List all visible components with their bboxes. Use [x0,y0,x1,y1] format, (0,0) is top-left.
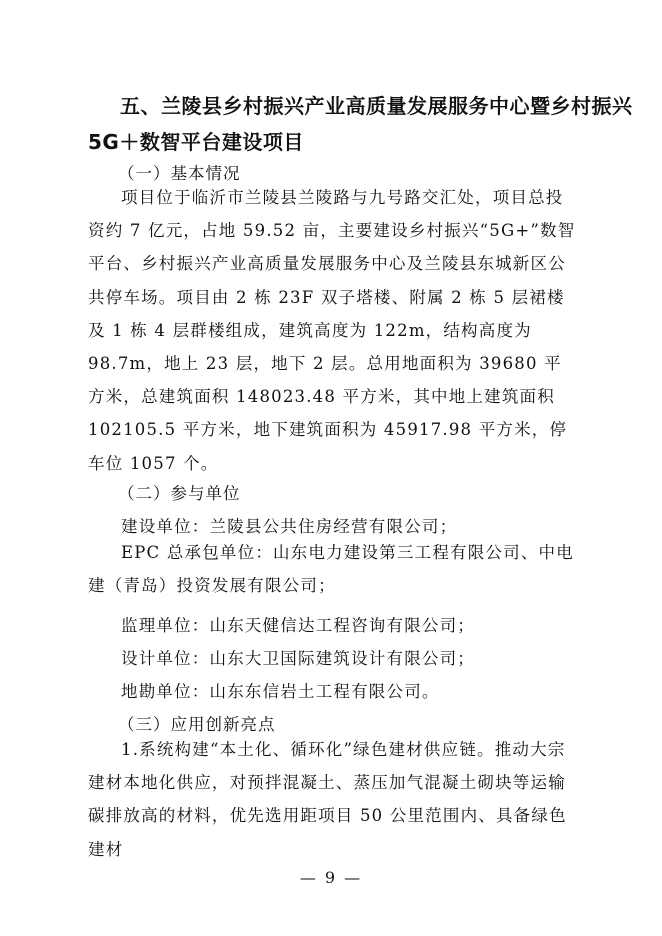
section-heading-basic-info: （一）基本情况 [118,164,241,183]
unit-supervision: 监理单位：山东天健信达工程咨询有限公司； [121,616,475,635]
section-heading-participants: （二）参与单位 [118,484,241,503]
basic-info-paragraph: 项目位于临沂市兰陵县兰陵路与九号路交汇处，项目总投资约 7 亿元，占地 59.52 亩，主要建设乡村振兴“5G+”数智平台、乡村振兴产业高质量发展服务中心及兰陵县东城新区公共停车场。项目由 2 栋 23F 双子塔楼、附属 2 栋 5 层裙楼及 1 栋 4 层群楼组成，建筑高度为 122m，结构高度为 98.7m，地上 23 层，地下 2 层。总用地面积为 39680 平方米，总建筑面积 148023.48 平方米，其中地上建筑面积 102105.5 平方米，地下建筑面积为 45917.98 平方米，停车位 1057 个。 [88,188,576,473]
page-number: — 9 — [299,868,363,887]
unit-survey: 地勘单位：山东东信岩土工程有限公司。 [121,682,440,701]
project-title-line-1: 五、兰陵县乡村振兴产业高质量发展服务中心暨乡村振兴 [120,94,633,118]
unit-epc-contractor: EPC 总承包单位：山东电力建设第三工程有限公司、中电建（青岛）投资发展有限公司； [88,543,574,596]
unit-design: 设计单位：山东大卫国际建筑设计有限公司； [121,649,475,668]
innovation-paragraph: 1.系统构建“本土化、循环化”绿色建材供应链。推动大宗建材本地化供应，对预拌混凝土、蒸压加气混凝土砌块等运输碳排放高的材料，优先选用距项目 50 公里范围内、具备绿色建材 [88,740,567,859]
project-title-line-2: 5G＋数智平台建设项目 [88,130,304,154]
unit-construction: 建设单位：兰陵县公共住房经营有限公司； [121,517,458,536]
section-heading-innovation: （三）应用创新亮点 [118,715,276,734]
